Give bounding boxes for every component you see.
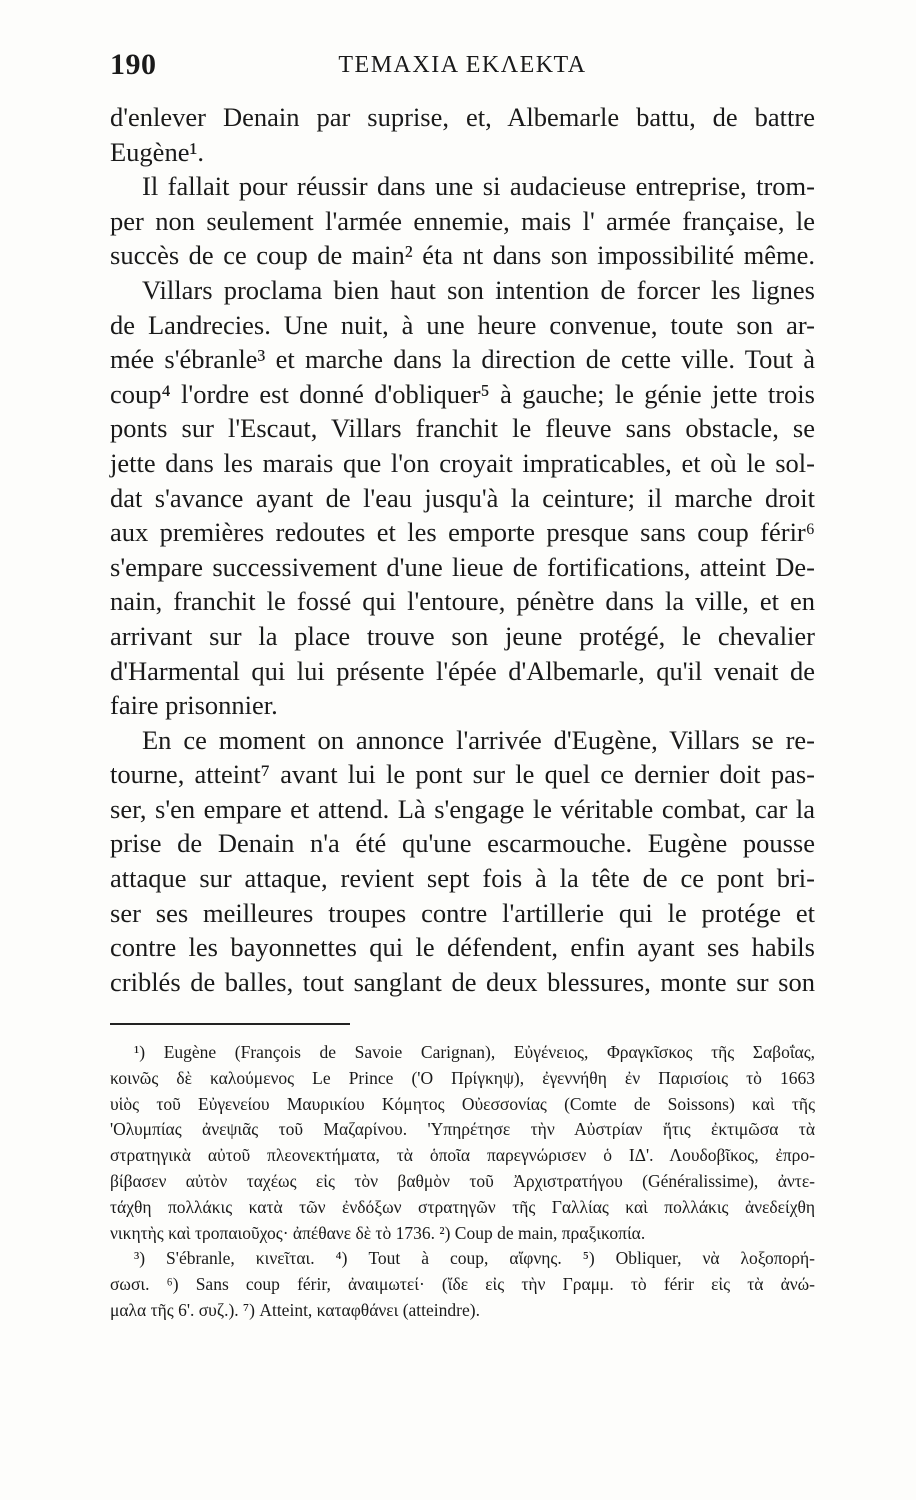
footnote-line: τάχθη πολλάκις κατὰ τῶν ἐνδόξων στρατηγῶν τῆς Γαλλίας καὶ πολλάκις ἀνεδείχθη (110, 1196, 815, 1217)
text-line: nain, franchit le fossé qui l'entoure, pénètre dans la ville, et en (110, 586, 815, 617)
footnote-line: κοινῶς δὲ καλούμενος Le Prince ('Ο Πρίγκηψ), ἐγεννήθη ἐν Παρισίοις τὸ 1663 (110, 1067, 815, 1088)
footnote-divider (110, 1023, 350, 1025)
footnote-line: ³) S'ébranle, κινεῖται. ⁴) Tout à coup, αἴφνης. ⁵) Obliquer, νὰ λοξοπορή- (134, 1248, 815, 1269)
text-line: ser ses meilleures troupes contre l'artillerie qui le protége et (110, 897, 815, 928)
text-line: contre les bayonnettes qui le défendent, enfin ayant ses habils (110, 932, 815, 963)
text-line: tourne, atteint⁷ avant lui le pont sur le quel ce dernier doit pas- (110, 759, 815, 790)
footnote-line: βίβασεν αὐτὸν ταχέως εἰς τὸν βαθμὸν τοῦ Ἀρχιστρατήγου (Généralissime), ἀντε- (110, 1170, 815, 1191)
text-line: succès de ce coup de main² éta nt dans son impossibilité même. (110, 240, 815, 271)
footnote-line: σωσι. ⁶) Sans coup férir, ἀναιμωτεί· (ἴδε εἰς τὴν Γραμμ. τὸ férir εἰς τὰ ἀνώ- (110, 1274, 815, 1295)
footnote-line: μαλα τῆς 6'. συζ.). ⁷) Atteint, καταφθάνει (atteindre). (110, 1299, 480, 1320)
text-line: s'empare successivement d'une lieue de fortifications, atteint De- (110, 551, 815, 582)
text-line: dat s'avance ayant de l'eau jusqu'à la ceinture; il marche droit (110, 482, 815, 513)
text-line: jette dans les marais que l'on croyait impraticables, et où le sol- (110, 447, 815, 478)
footnote-line: 'Ολυμπίας ἀνεψιᾶς τοῦ Μαζαρίνου. 'Υπηρέτησε τὴν Αὐστρίαν ἥτις ἐκτιμῶσα τὰ (110, 1119, 815, 1140)
text-line: per non seulement l'armée ennemie, mais l' armée française, le (110, 205, 815, 236)
text-line: Villars proclama bien haut son intention de forcer les lignes (142, 274, 815, 305)
footnote-line: στρατηγικὰ αὐτοῦ πλεονεκτήματα, τὰ ὁποῖα παρεγνώρισεν ὁ ΙΔ'. Λουδοβῖκος, ἐπρο- (110, 1145, 815, 1166)
text-line: d'Harmental qui lui présente l'épée d'Albemarle, qu'il venait de (110, 655, 815, 686)
page-number: 190 (110, 48, 157, 81)
text-line: Il fallait pour réussir dans une si audacieuse entreprise, trom- (142, 171, 815, 202)
text-line: mée s'ébranle³ et marche dans la direction de cette ville. Tout à (110, 344, 815, 375)
text-line: faire prisonnier. (110, 690, 278, 721)
text-line: ponts sur l'Escaut, Villars franchit le fleuve sans obstacle, se (110, 413, 815, 444)
text-line: En ce moment on annonce l'arrivée d'Eugène, Villars se re- (142, 724, 815, 755)
main-text (110, 100, 815, 999)
text-line: prise de Denain n'a été qu'une escarmouche. Eugène pousse (110, 828, 815, 859)
text-line: d'enlever Denain par suprise, et, Albemarle battu, de battre (110, 102, 815, 132)
footnote-line: υἱὸς τοῦ Εὐγενείου Μαυρικίου Κόμητος Οὐεσσονίας (Comte de Soissons) καὶ τῆς (110, 1093, 815, 1114)
text-line: Eugène¹. (110, 136, 205, 167)
page-header (110, 48, 815, 88)
text-line: attaque sur attaque, revient sept fois à la tête de ce pont bri- (110, 863, 815, 894)
text-line: criblés de balles, tout sanglant de deux blessures, monte sur son (110, 966, 815, 997)
footnote-line: ¹) Eugène (François de Savoie Carignan), Εὐγένειος, Φραγκῖσκος τῆς Σαβοΐας, (134, 1042, 815, 1062)
text-line: de Landrecies. Une nuit, à une heure convenue, toute son ar- (110, 309, 815, 340)
footnotes (110, 1040, 815, 1324)
text-line: ser, s'en empare et attend. Là s'engage le véritable combat, car la (110, 793, 815, 824)
footnote-line: νικητὴς καὶ τροπαιοῦχος· ἀπέθανε δὲ τὸ 1736. ²) Coup de main, πραξικοπία. (110, 1222, 646, 1243)
text-line: aux premières redoutes et les emporte presque sans coup férir⁶ (110, 517, 815, 548)
text-line: arrivant sur la place trouve son jeune protégé, le chevalier (110, 620, 815, 651)
running-title: ΤΕΜΑΧΙΑ ΕΚΛΕΚΤΑ (338, 52, 587, 78)
text-line: coup⁴ l'ordre est donné d'obliquer⁵ à gauche; le génie jette trois (110, 378, 815, 409)
